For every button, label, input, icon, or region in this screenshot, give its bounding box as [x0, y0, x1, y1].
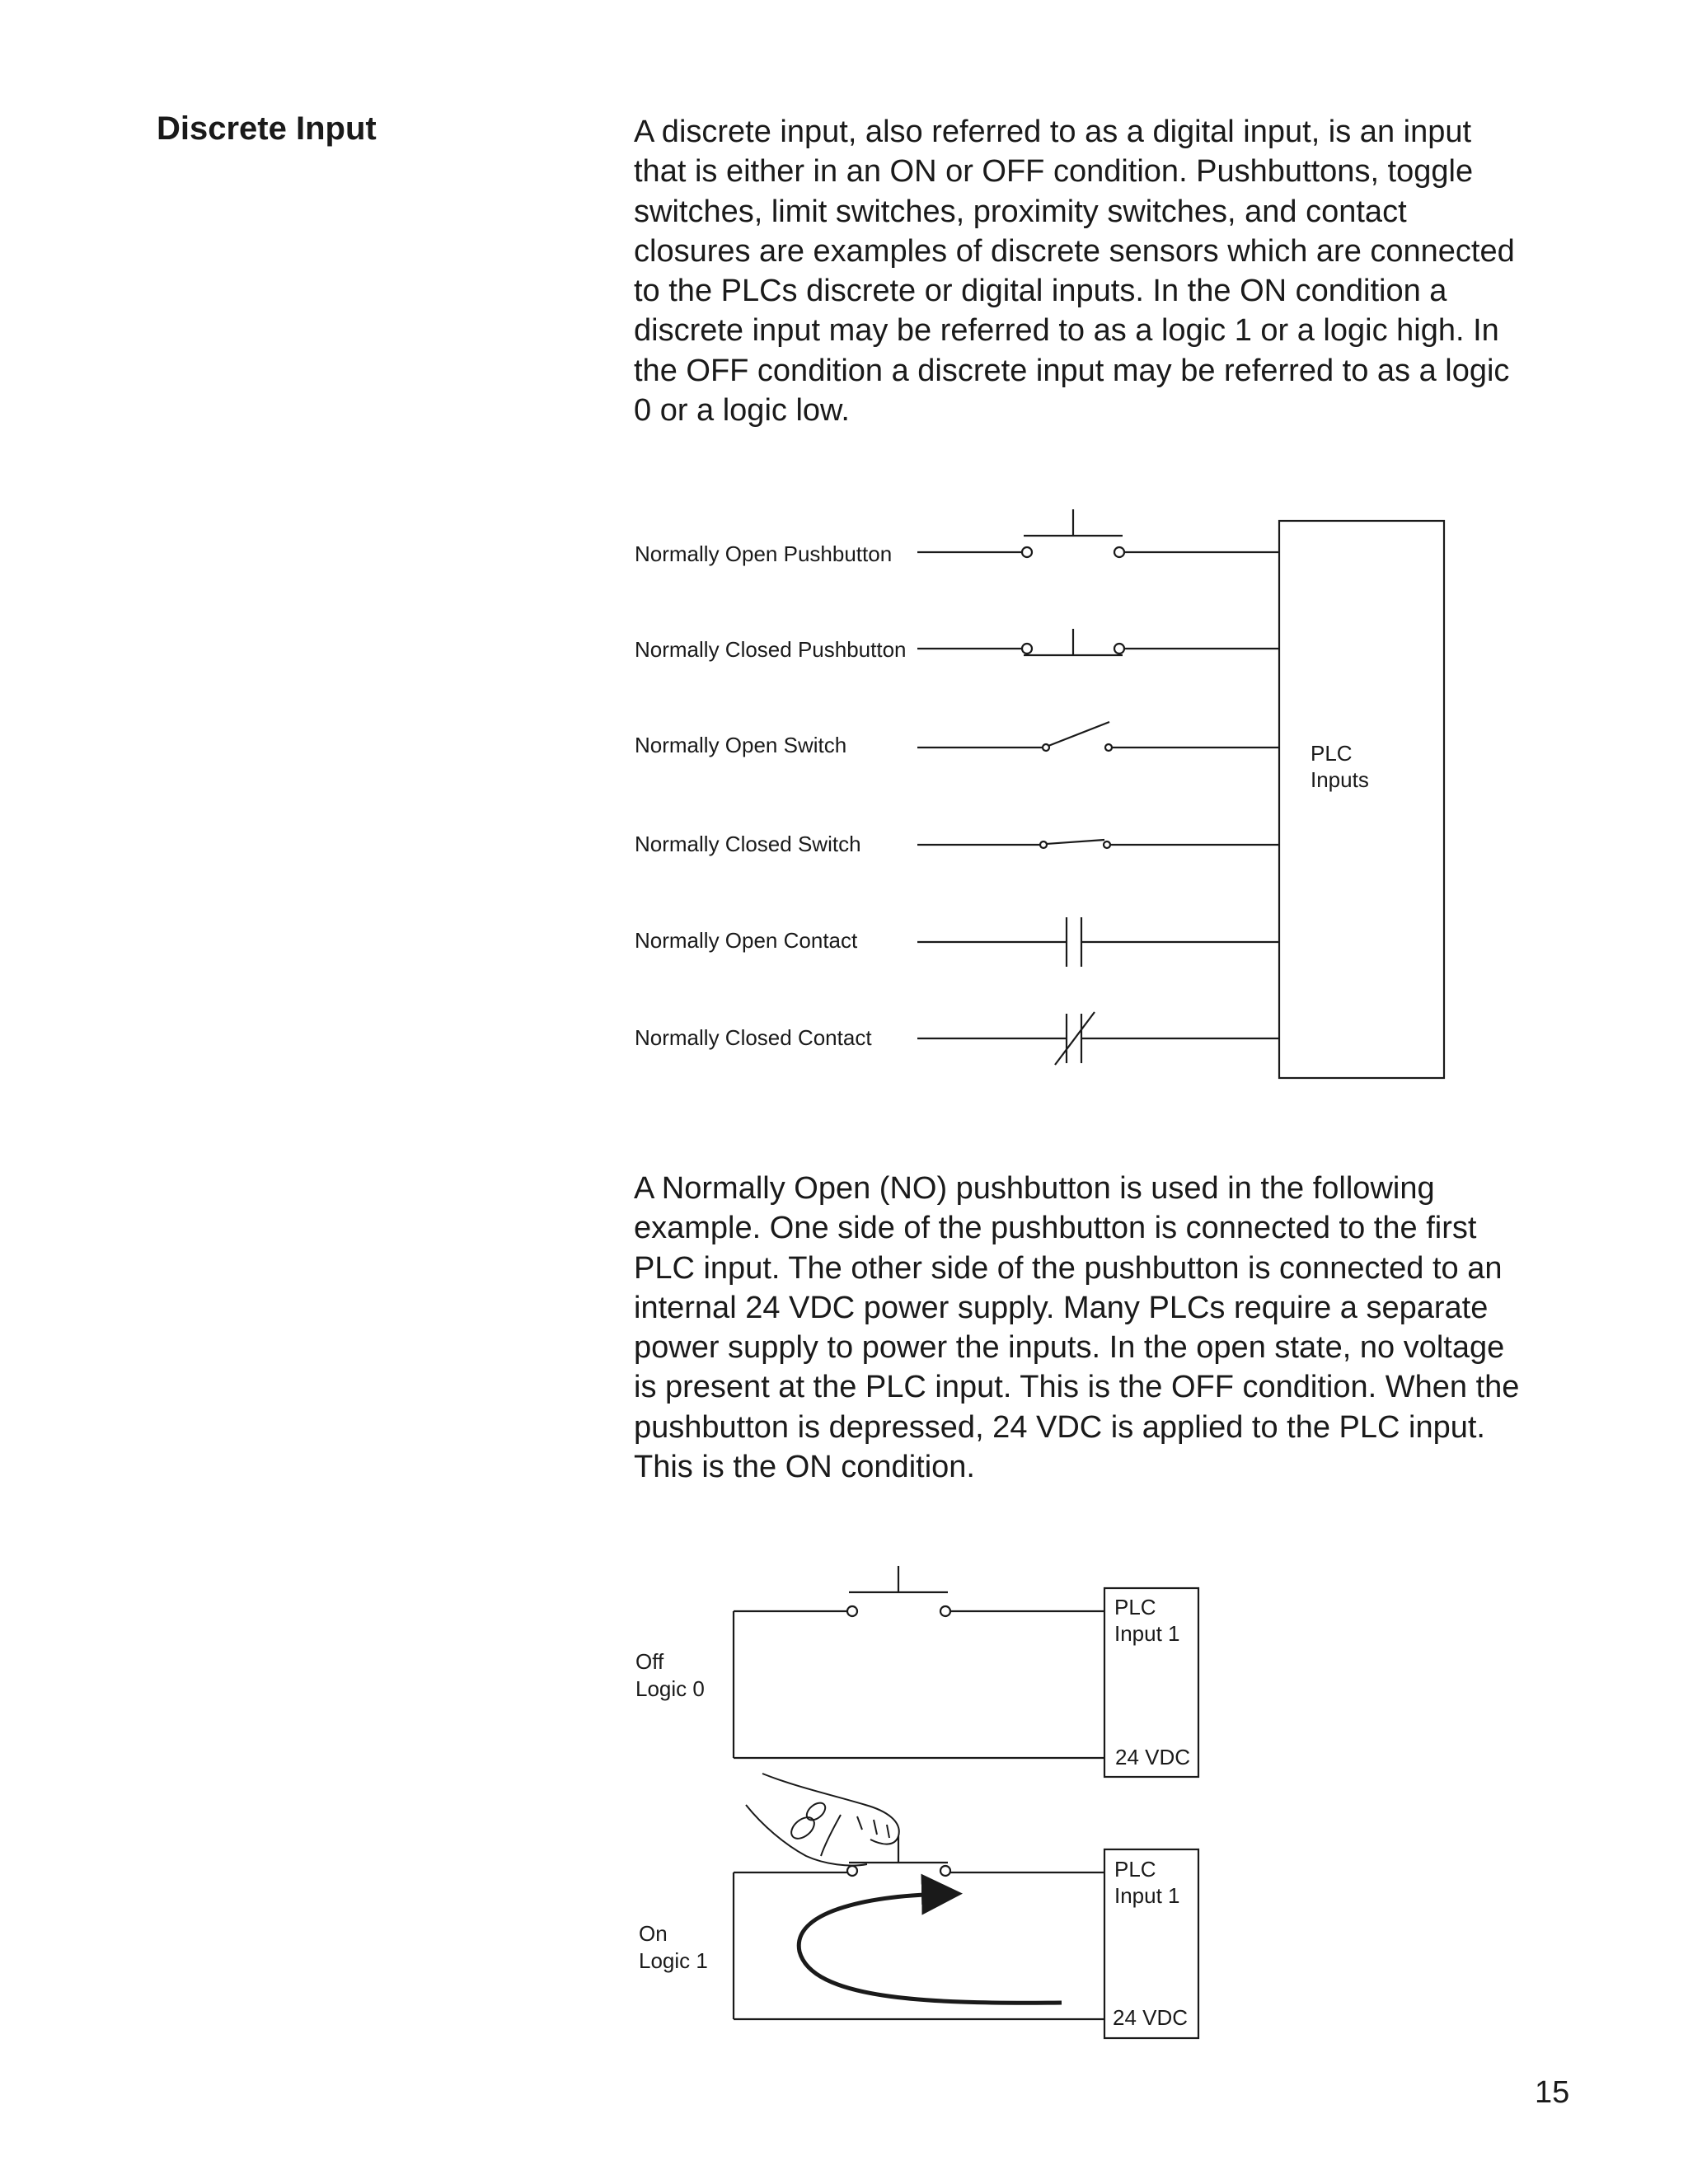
text-line: the OFF condition a discrete input may be referred to as a logic	[634, 353, 1510, 388]
plc-label: PLC	[1311, 741, 1353, 766]
text-line: closures are examples of discrete sensors which are connected	[634, 233, 1515, 269]
input1-label-off: Input 1	[1114, 1621, 1180, 1646]
inputs-label: Inputs	[1311, 767, 1369, 792]
text-line: example. One side of the pushbutton is connected to the first	[634, 1211, 1477, 1246]
text-line: internal 24 VDC power supply. Many PLCs require a separate	[634, 1290, 1489, 1325]
off-label: Off	[635, 1649, 664, 1674]
vdc-label-off: 24 VDC	[1115, 1745, 1191, 1769]
on-label: On	[639, 1921, 668, 1946]
text-line: is present at the PLC input. This is the OFF condition. When the	[634, 1370, 1520, 1405]
text-line: PLC input. The other side of the pushbutton is connected to an	[634, 1250, 1503, 1286]
label-no-contact: Normally Open Contact	[635, 928, 858, 953]
finger-pressing-icon	[746, 1774, 899, 1866]
text-line: A discrete input, also referred to as a digital input, is an input	[634, 115, 1472, 149]
logic1-label: Logic 1	[639, 1948, 708, 1973]
text-line: pushbutton is depressed, 24 VDC is applied to the PLC input.	[634, 1409, 1485, 1445]
text-line: discrete input may be referred to as a logic 1 or a logic high. In	[634, 313, 1499, 349]
text-line: that is either in an ON or OFF condition. Pushbuttons, toggle	[634, 154, 1474, 190]
current-flow-arrow	[799, 1894, 1062, 2003]
section-heading: Discrete Input	[157, 110, 377, 147]
logic0-label: Logic 0	[635, 1676, 705, 1701]
text-line: 0 or a logic low.	[634, 393, 850, 429]
label-nc-contact: Normally Closed Contact	[635, 1025, 872, 1050]
plc-label-on: PLC	[1114, 1857, 1156, 1882]
plc-label-off: PLC	[1114, 1595, 1156, 1619]
label-nc-pushbutton: Normally Closed Pushbutton	[635, 637, 907, 662]
label-no-pushbutton: Normally Open Pushbutton	[635, 541, 893, 566]
label-nc-switch: Normally Closed Switch	[635, 832, 861, 856]
text-line: A Normally Open (NO) pushbutton is used in the following	[634, 1171, 1435, 1206]
label-no-switch: Normally Open Switch	[635, 733, 847, 757]
vdc-label-on: 24 VDC	[1113, 2005, 1189, 2030]
text-line: This is the ON condition.	[634, 1450, 975, 1485]
page-number: 15	[1535, 2075, 1570, 2110]
text-line: power supply to power the inputs. In the open state, no voltage	[634, 1330, 1505, 1366]
input1-label-on: Input 1	[1114, 1883, 1180, 1908]
text-line: switches, limit switches, proximity switches, and contact	[634, 194, 1407, 229]
text-line: to the PLCs discrete or digital inputs. In the ON condition a	[634, 274, 1447, 309]
